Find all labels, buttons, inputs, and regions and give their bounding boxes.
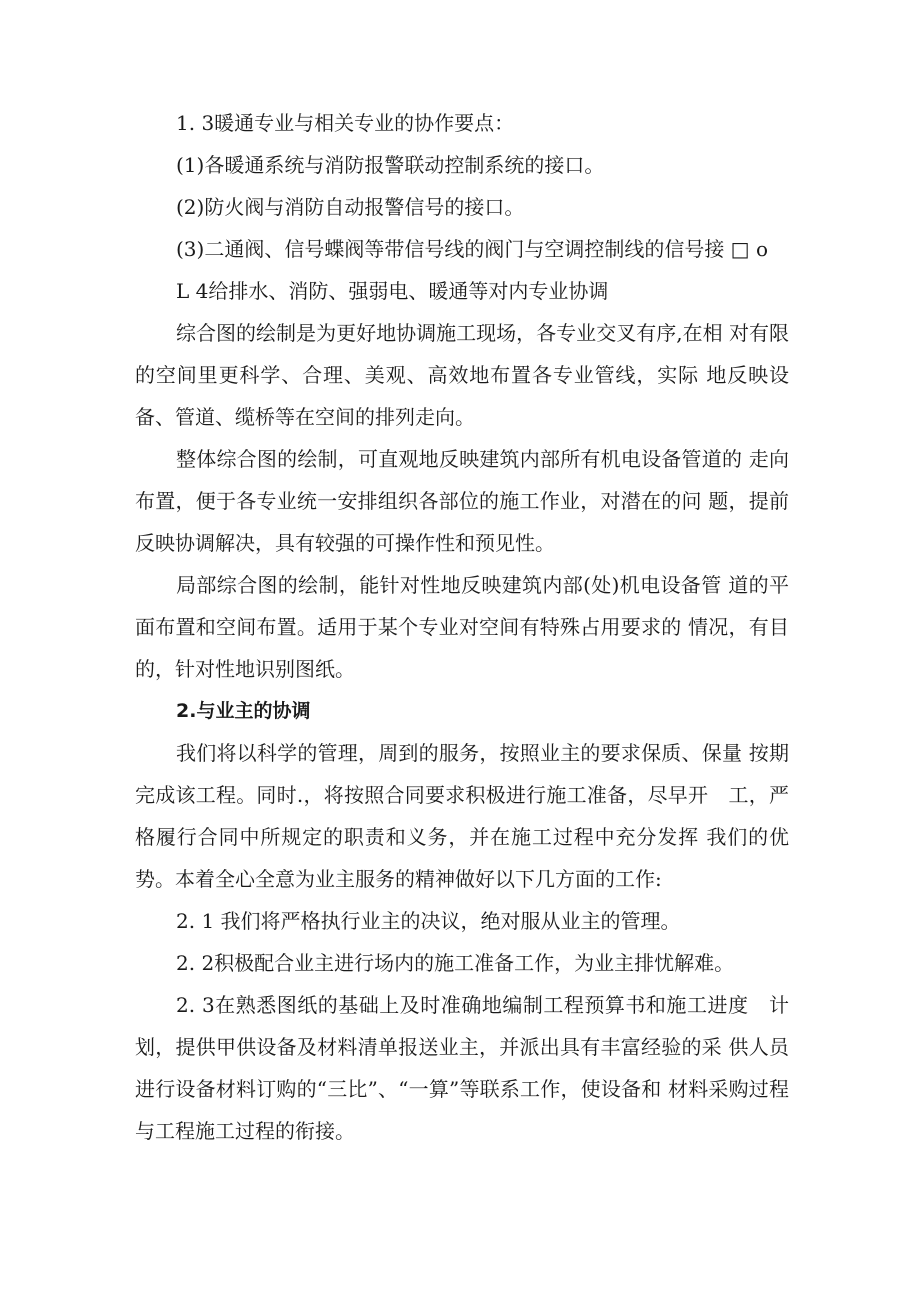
section-2-heading: 2.与业主的协调 — [176, 700, 311, 722]
list-item-2-2: 2. 2积极配合业主进行场内的施工准备工作，为业主排忧解难。 — [176, 951, 735, 975]
list-item-2-1: 2. 1 我们将严格执行业主的决议，绝对服从业主的管理。 — [176, 909, 681, 933]
list-item-1: (1)各暖通系统与消防报警联动控制系统的接口。 — [176, 153, 605, 177]
paragraph-owner-intro: 我们将以科学的管理，周到的服务，按照业主的要求保质、保量 按期完成该工程。同时.，将按照合同要求积极进行施工准备，尽早开 工，严格履行合同中所规定的职责和义务，并在施工过程中充分发挥 我们的优势。本着全心全意为业主服务的精神做好以下几方面的工作: — [135, 741, 789, 891]
document-page — [135, 102, 789, 1152]
paragraph-composite-drawing: 综合图的绘制是为更好地协调施工现场，各专业交叉有序,在相 对有限的空间里更科学、合理、美观、高效地布置各专业管线，实际 地反映设备、管道、缆桥等在空间的排列走向。 — [135, 321, 789, 429]
section-1-3-title: 1. 3暖通专业与相关专业的协作要点： — [176, 111, 515, 135]
list-item-2: (2)防火阀与消防自动报警信号的接口。 — [176, 195, 525, 219]
section-1-4-title: L 4给排水、消防、强弱电、暖通等对内专业协调 — [176, 279, 609, 303]
list-item-3: (3)二通阀、信号蝶阀等带信号线的阀门与空调控制线的信号接 □ o — [176, 237, 768, 261]
paragraph-overall-drawing: 整体综合图的绘制，可直观地反映建筑内部所有机电设备管道的 走向布置，便于各专业统一安排组织各部位的施工作业，对潜在的问 题，提前反映协调解决，具有较强的可操作性和预见性。 — [135, 447, 789, 555]
paragraph-item-2-3: 2. 3在熟悉图纸的基础上及时准确地编制工程预算书和施工进度 计划，提供甲供设备及材料清单报送业主，并派出具有丰富经验的采 供人员进行设备材料订购的“三比”、“一算”等联系工作，使设备和 材料采购过程与工程施工过程的衔接。 — [135, 993, 789, 1143]
paragraph-local-drawing: 局部综合图的绘制，能针对性地反映建筑内部(处)机电设备管 道的平面布置和空间布置。适用于某个专业对空间有特殊占用要求的 情况，有目的，针对性地识别图纸。 — [135, 573, 789, 681]
